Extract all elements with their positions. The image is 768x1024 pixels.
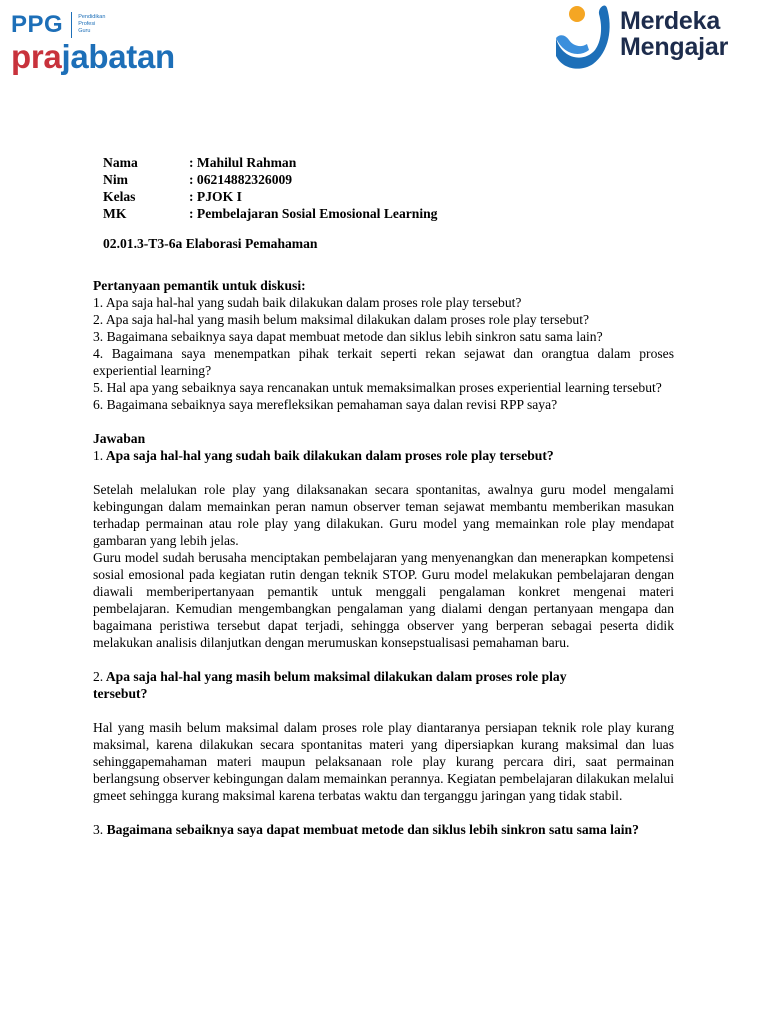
mengajar-word: Mengajar [620,33,729,61]
question-item: 6. Bagaimana sebaiknya saya merefleksikan pemahaman saya dalan revisi RPP saya? [93,397,558,412]
identity-value: : Pembelajaran Sosial Emosional Learning [189,206,438,221]
identity-label: Nim [103,172,128,187]
identity-row-kelas [103,188,674,205]
answer-3-question-text: Bagaimana sebaiknya saya dapat membuat metode dan siklus lebih sinkron satu sama lain? [103,822,639,837]
question-item: 1. Apa saja hal-hal yang sudah baik dilakukan dalam proses role play tersebut? [93,295,522,310]
ppg-logo-subtitle-line: Profesi [78,21,96,27]
answer-1-number: 1. [93,448,104,463]
answer-2-number: 2. [93,669,104,684]
document-body [93,154,674,838]
answer-2-question-text: Apa saja hal-hal yang masih belum maksimal dilakukan dalam proses role play tersebut? [93,669,567,701]
answer-3-question [93,821,674,838]
ppg-logo-subtitle-line: Pendidikan [78,14,106,20]
question-item: 3. Bagaimana sebaiknya saya dapat membuat metode dan siklus lebih sinkron satu sama lain? [93,329,603,344]
question-item: 2. Apa saja hal-hal yang masih belum maksimal dilakukan dalam proses role play tersebut? [93,312,590,327]
identity-row-nim [103,171,674,188]
ppg-logo-top-row [11,12,201,38]
answer-3-number: 3. [93,822,104,837]
answer-2-question [93,668,613,702]
prajabatan-part-red: pra [11,38,62,75]
answers-title: Jawaban [93,431,146,446]
identity-row-mk [103,205,674,222]
identity-value: : Mahilul Rahman [189,155,297,170]
questions-title: Pertanyaan pemantik untuk diskusi: [93,278,306,293]
merdeka-mengajar-wordmark [620,8,728,60]
identity-block [103,154,674,222]
answer-1-paragraph: Setelah melalukan role play yang dilaksanakan secara spontanitas, awalnya guru model mengalami kebingungan dalam memainkan peran namun observer teman sejawat membantu memberikan masukan terhadap permainan atau role play yang dilakukan. Guru model yang memainkan role play mendapat gambaran yang lebih jelas. [93,482,674,548]
answer-1-question-text: Apa saja hal-hal yang sudah baik dilakukan dalam proses role play tersebut? [103,448,554,463]
ppg-logo-subtitle-line: Guru [78,28,91,34]
merdeka-mengajar-mark-icon [553,0,615,74]
ppg-prajabatan-logo [11,12,201,82]
answer-2-paragraph: Hal yang masih belum maksimal dalam proses role play diantaranya persiapan teknik role play kurang maksimal, karena dilakukan secara spontanitas materi yang dipersiapkan kurang maksimal dan luas sehinggapemahaman materi maupun pelaksanaan role play kurang percara diri, saat permainan berlangsung observer kebingungan dalam memainkan perannya. Kegiatan pembelajaran dilakukan melalui gmeet sehingga kurang maksimal karena terbatas waktu dan terganggu jaringan yang tidak stabil. [93,720,674,803]
prajabatan-part-blue: jabatan [61,38,175,75]
question-item: 5. Hal apa yang sebaiknya saya rencanakan untuk memaksimalkan proses experiential learning tersebut? [93,380,662,395]
ppg-logo-word: PPG [11,11,64,38]
module-code [103,235,674,252]
merdeka-word: Merdeka [620,7,721,35]
ppg-logo-separator [71,12,72,38]
merdeka-mengajar-logo [553,0,763,75]
answer-1-question [93,447,674,464]
ppg-logo-subtitle [78,14,105,35]
identity-label: MK [103,206,127,221]
prajabatan-wordmark [11,40,201,74]
identity-row-nama [103,154,674,171]
question-item: 4. Bagaimana saya menempatkan pihak terkait seperti rekan sejawat dan orangtua dalam proses experiential learning? [93,346,674,378]
identity-label: Nama [103,155,138,170]
identity-value: : 06214882326009 [189,172,293,187]
identity-label: Kelas [103,189,136,204]
answer-1-paragraph: Guru model sudah berusaha menciptakan pembelajaran yang menyenangkan dan menerapkan kompetensi sosial emosional pada kegiatan rutin dengan teknik STOP. Guru model melakukan pembelajaran dengan diawali memberipertanyaan pemantik untuk menggali pengalaman konkret mengenai materi pembelajaran. Kemudian mengembangkan pengalaman yang dialami dengan pertanyaan mengapa dan bagaimana peristiwa tersebut dapat terjadi, sehingga observer yang berperan sebagai peserta didik melakukan analisis dilanjutkan dengan merumuskan konsepstualisasi pemahaman baru. [93,550,674,650]
module-code-text: 02.01.3-T3-6a Elaborasi Pemahaman [103,236,318,251]
identity-value: : PJOK I [189,189,242,204]
